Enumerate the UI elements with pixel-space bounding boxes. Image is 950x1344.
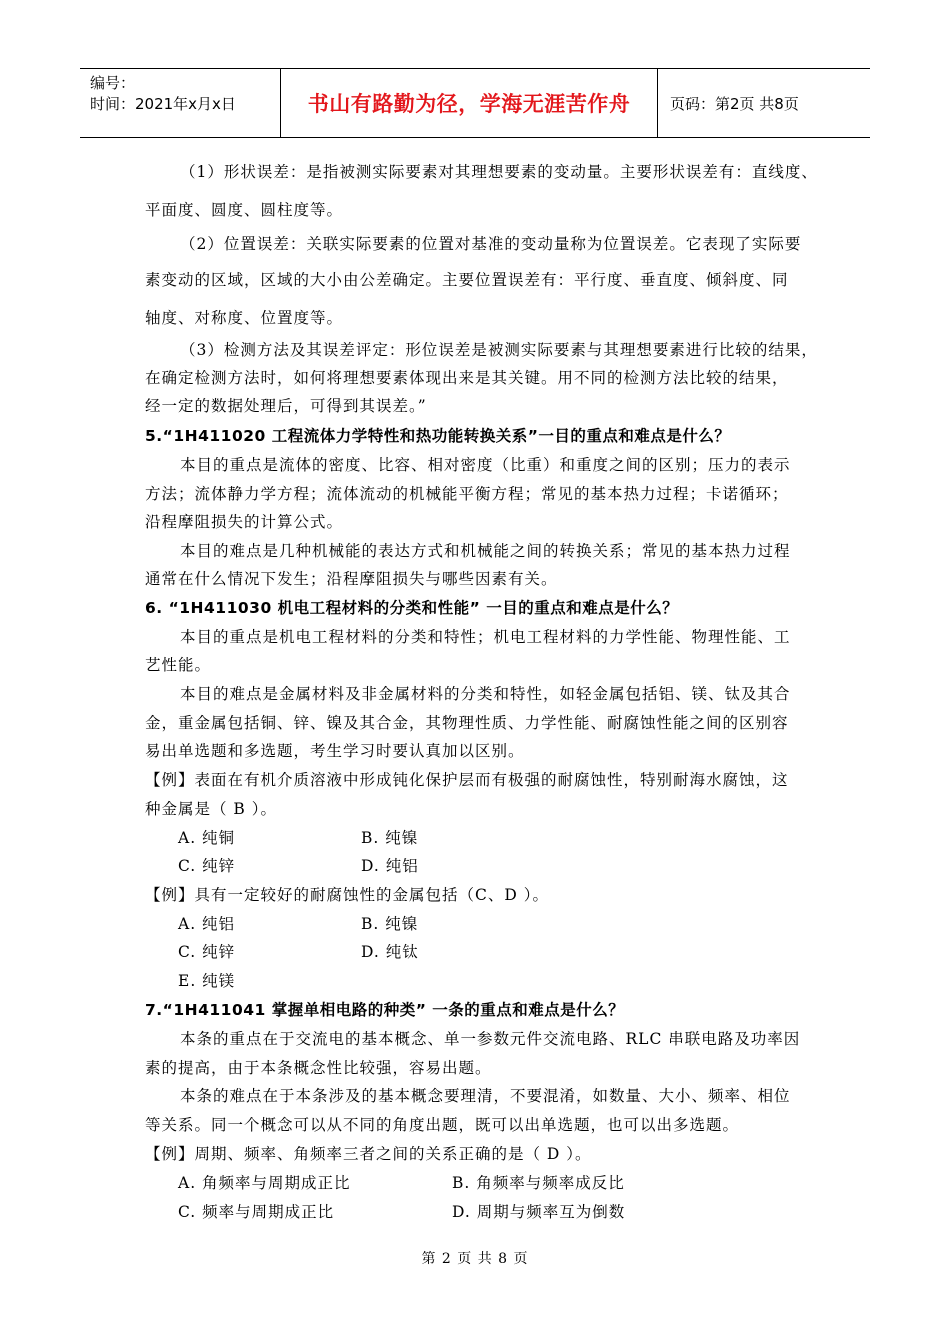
header-meta [80, 69, 281, 137]
header-motto-cell [281, 69, 658, 137]
page-footer: 第 2 页 共 8 页 [421, 1251, 529, 1267]
paragraph-line: 本目的难点是金属材料及非金属材料的分类和特性，如轻金属包括铝、镁、钛及其合 [180, 685, 791, 703]
option-a: A. 纯铝 [178, 915, 236, 933]
option-b: B. 纯镍 [361, 915, 419, 933]
motto: 书山有路勤为径，学海无涯苦作舟 [307, 92, 631, 116]
paragraph-line: 本条的重点在于交流电的基本概念、单一参数元件交流电路、RLC 串联电路及功率因 [180, 1030, 801, 1048]
page-info: 页码：第2页 共8页 [670, 94, 799, 113]
paragraph-line: 经一定的数据处理后，可得到其误差。” [145, 397, 427, 415]
paragraph-line: 本目的重点是机电工程材料的分类和特性；机电工程材料的力学性能、物理性能、工 [180, 628, 791, 646]
question-heading: 7.“1H411041 掌握单相电路的种类” 一条的重点和难点是什么？ [145, 1001, 625, 1019]
paragraph-line: （3）检测方法及其误差评定：形位误差是被测实际要素与其理想要素进行比较的结果， [180, 341, 818, 359]
header-page-info [658, 69, 870, 137]
paragraph-line: 易出单选题和多选题，考生学习时要认真加以区别。 [145, 742, 525, 760]
paragraph-line: 在确定检测方法时，如何将理想要素体现出来是其关键。用不同的检测方法比较的结果， [145, 369, 789, 387]
paragraph-line: （2）位置误差：关联实际要素的位置对基准的变动量称为位置误差。它表现了实际要 [180, 235, 802, 253]
number-label: 编号： [90, 74, 136, 92]
time-label: 时间：2021年x月x日 [90, 95, 236, 113]
paragraph-line: （1）形状误差：是指被测实际要素对其理想要素的变动量。主要形状误差有：直线度、 [180, 163, 818, 181]
question-heading: 5.“1H411020 工程流体力学特性和热功能转换关系”一目的重点和难点是什么？ [145, 427, 731, 445]
example-line: 【例】周期、频率、角频率三者之间的关系正确的是（ D ）。 [145, 1145, 592, 1163]
option-b: B. 纯镍 [361, 829, 419, 847]
example-line: 【例】具有一定较好的耐腐蚀性的金属包括（C、D ）。 [145, 886, 549, 904]
example-line: 【例】表面在有机介质溶液中形成钝化保护层而有极强的耐腐蚀性，特别耐海水腐蚀，这 [145, 771, 789, 789]
paragraph-line: 本条的难点在于本条涉及的基本概念要理清，不要混淆，如数量、大小、频率、相位 [180, 1087, 791, 1105]
paragraph-line: 本目的难点是几种机械能的表达方式和机械能之间的转换关系；常见的基本热力过程 [180, 542, 791, 560]
option-b: B. 角频率与频率成反比 [452, 1174, 625, 1192]
paragraph-line: 素的提高，由于本条概念性比较强，容易出题。 [145, 1059, 492, 1077]
option-c: C. 纯锌 [178, 943, 236, 961]
option-a: A. 角频率与周期成正比 [178, 1174, 351, 1192]
paragraph-line: 方法；流体静力学方程；流体流动的机械能平衡方程；常见的基本热力过程；卡诺循环； [145, 485, 789, 503]
paragraph-line: 艺性能。 [145, 656, 212, 674]
paragraph-line: 金，重金属包括铜、锌、镍及其合金，其物理性质、力学性能、耐腐蚀性能之间的区别容 [145, 714, 789, 732]
option-a: A. 纯铜 [178, 829, 236, 847]
option-e: E. 纯镁 [178, 972, 236, 990]
paragraph-line: 通常在什么情况下发生；沿程摩阻损失与哪些因素有关。 [145, 570, 558, 588]
paragraph-line: 素变动的区域，区域的大小由公差确定。主要位置误差有：平行度、垂直度、倾斜度、同 [145, 271, 789, 289]
paragraph-line: 等关系。同一个概念可以从不同的角度出题，既可以出单选题，也可以出多选题。 [145, 1116, 740, 1134]
paragraph-line: 本目的重点是流体的密度、比容、相对密度（比重）和重度之间的区别；压力的表示 [180, 456, 791, 474]
paragraph-line: 轴度、对称度、位置度等。 [145, 309, 344, 327]
option-d: D. 纯钛 [361, 943, 419, 961]
option-c: C. 频率与周期成正比 [178, 1203, 335, 1221]
paragraph-line: 沿程摩阻损失的计算公式。 [145, 513, 344, 531]
option-c: C. 纯锌 [178, 857, 236, 875]
option-d: D. 周期与频率互为倒数 [452, 1203, 626, 1221]
option-d: D. 纯铝 [361, 857, 419, 875]
question-heading: 6. “1H411030 机电工程材料的分类和性能” 一目的重点和难点是什么？ [145, 599, 679, 617]
paragraph-line: 平面度、圆度、圆柱度等。 [145, 201, 344, 219]
example-line: 种金属是（ B ）。 [145, 800, 277, 818]
page-header [80, 68, 870, 138]
